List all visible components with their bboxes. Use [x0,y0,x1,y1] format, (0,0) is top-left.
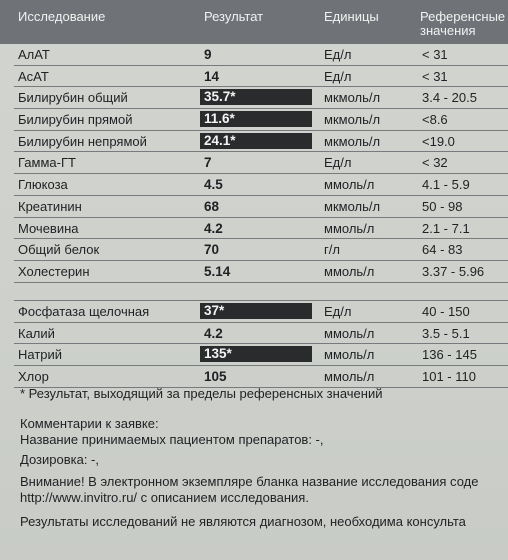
units-value: мкмоль/л [324,198,381,214]
footnote: * Результат, выходящий за пределы референсных значений [20,386,383,401]
reference-range: <8.6 [422,112,448,128]
test-name: Билирубин общий [18,90,128,106]
header-reference: Референсные значения [420,9,506,38]
reference-range: 3.37 - 5.96 [422,263,485,279]
reference-range: 3.5 - 5.1 [422,325,470,341]
units-value: ммоль/л [324,263,375,279]
table-row [14,152,508,174]
disclaimer-line: Результаты исследований не являются диагнозом, необходима консульта [20,514,466,529]
units-value: мкмоль/л [324,90,381,106]
units-value: мкмоль/л [324,133,381,149]
header-units: Единицы [324,9,379,24]
units-value: ммоль/л [324,220,375,236]
table-row [14,131,508,153]
reference-range: < 31 [422,68,448,84]
reference-range: 136 - 145 [422,347,477,363]
reference-range: 3.4 - 20.5 [422,90,477,106]
header-test: Исследование [18,9,106,24]
table-row [14,366,508,388]
reference-range: 40 - 150 [422,304,470,319]
test-name: Билирубин непрямой [18,133,147,149]
table-row [14,196,508,218]
units-value: Ед/л [324,155,352,171]
table-row [14,344,508,366]
reference-range: 50 - 98 [422,198,463,214]
units-value: Ед/л [324,304,352,319]
reference-range: 2.1 - 7.1 [422,220,470,236]
result-flagged: 11.6* [200,111,312,127]
attention-line: Внимание! В электронном экземпляре бланка название исследования соде [20,474,479,489]
units-value: мкмоль/л [324,112,381,128]
header-result: Результат [204,9,264,24]
table-row [14,323,508,345]
test-name: АсАТ [18,68,49,84]
table-header [0,0,508,44]
result-value: 4.2 [204,220,223,236]
test-name: Натрий [18,347,63,363]
table-row [14,261,508,283]
test-name: Креатинин [18,198,82,214]
reference-range: 4.1 - 5.9 [422,177,470,193]
reference-range: < 31 [422,47,448,62]
table-row [14,218,508,240]
results-table-main [14,44,508,283]
table-row [14,239,508,261]
drugs-line: Название принимаемых пациентом препаратов: -, [20,432,324,447]
result-flagged: 35.7* [200,89,312,105]
test-name: Хлор [18,369,49,385]
reference-range: <19.0 [422,133,455,149]
table-row [14,109,508,131]
result-value: 70 [204,242,220,258]
result-flagged: 24.1* [200,133,312,149]
test-name: Холестерин [18,263,90,279]
units-value: г/л [324,242,340,258]
table-row [14,174,508,196]
result-flagged: 135* [200,346,312,362]
test-name: Фосфатаза щелочная [18,304,150,319]
result-value: 4.2 [204,325,223,341]
table-row [14,66,508,88]
test-name: Гамма-ГТ [18,155,76,171]
result-value: 4.5 [204,177,223,193]
result-value: 14 [204,68,220,84]
test-name: Мочевина [18,220,79,236]
units-value: ммоль/л [324,325,375,341]
test-name: Глюкоза [18,177,68,193]
units-value: Ед/л [324,47,352,62]
result-value: 9 [204,47,212,62]
table-row [14,44,508,66]
test-name: Общий белок [18,242,100,258]
test-name: Билирубин прямой [18,112,133,128]
reference-range: 101 - 110 [422,369,476,385]
invitro-link[interactable]: http://www.invitro.ru/ с описанием исследования. [20,490,309,505]
reference-range: 64 - 83 [422,242,463,258]
test-name: АлАТ [18,47,50,62]
results-table-electrolytes [14,300,508,388]
units-value: ммоль/л [324,347,375,363]
result-value: 5.14 [204,263,231,279]
units-value: ммоль/л [324,369,375,385]
test-name: Калий [18,325,55,341]
dosage-line: Дозировка: -, [20,452,99,467]
comments-title: Комментарии к заявке: [20,416,159,431]
result-value: 68 [204,198,220,214]
units-value: ммоль/л [324,177,375,193]
reference-range: < 32 [422,155,448,171]
units-value: Ед/л [324,68,352,84]
table-row [14,87,508,109]
result-value: 7 [204,155,212,171]
result-value: 105 [204,369,227,385]
result-flagged: 37* [200,303,312,319]
table-row [14,301,508,323]
